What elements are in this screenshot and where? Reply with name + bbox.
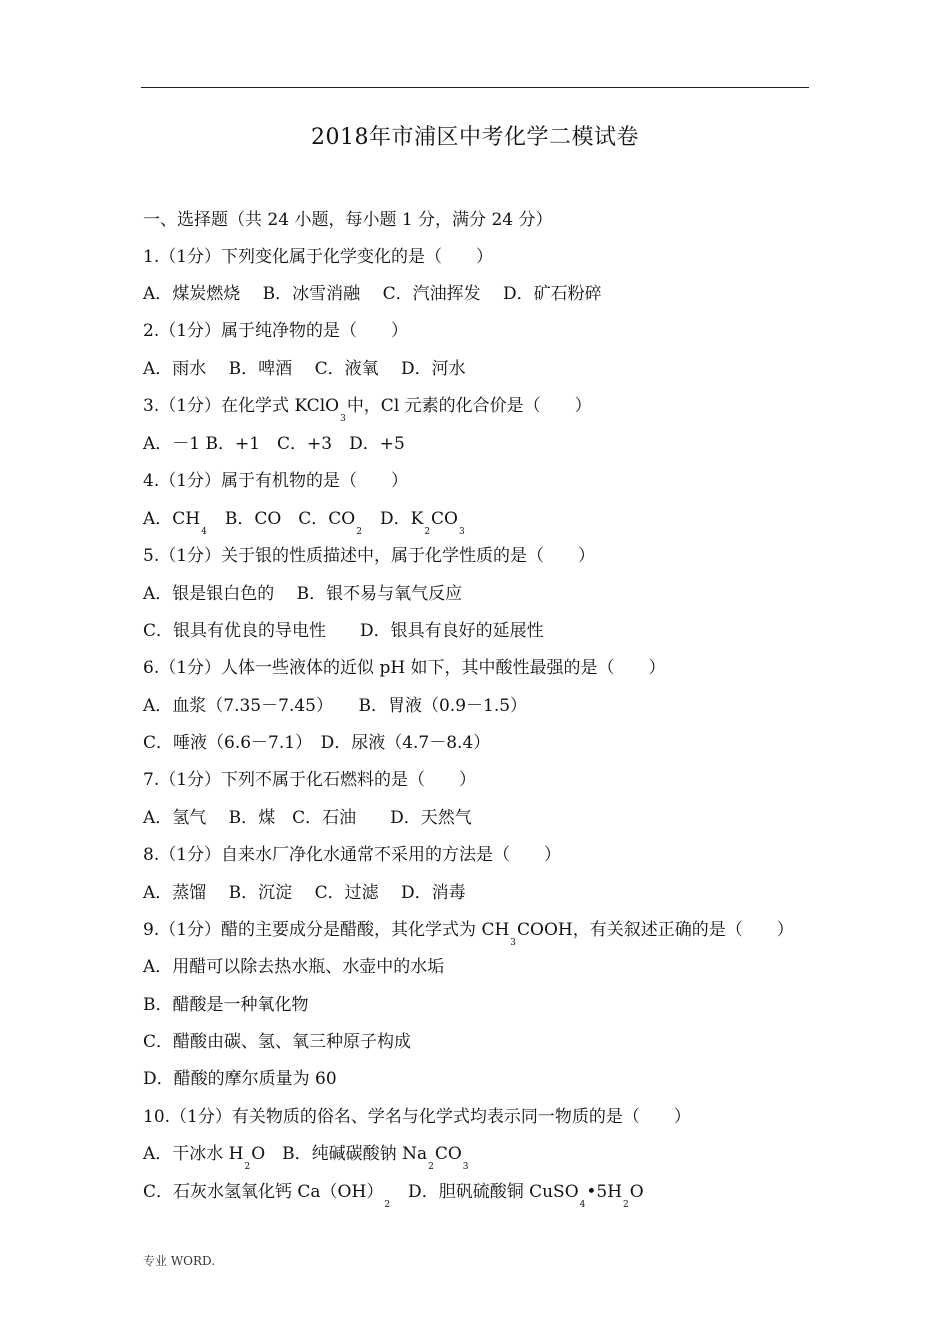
question-5-options-cd: C．银具有优良的导电性 D．银具有良好的延展性	[143, 621, 544, 641]
question-1: 1.（1分）下列变化属于化学变化的是（ ）	[143, 247, 494, 267]
question-10: 10.（1分）有关物质的俗名、学名与化学式均表示同一物质的是（ ）	[143, 1107, 691, 1127]
question-2: 2.（1分）属于纯净物的是（ ）	[143, 321, 409, 341]
question-7-options: A．氢气 B．煤 C．石油 D．天然气	[143, 808, 472, 828]
header-rule	[141, 87, 809, 88]
page-footer: 专业 WORD.	[143, 1254, 216, 1268]
question-7: 7.（1分）下列不属于化石燃料的是（ ）	[143, 770, 477, 790]
question-5-options-ab: A．银是银白色的 B．银不易与氧气反应	[143, 584, 463, 604]
question-3-options: A．－1 B．+1 C．+3 D．+5	[143, 434, 405, 454]
question-9-option-d: D．醋酸的摩尔质量为 60	[143, 1069, 337, 1089]
question-10-options-cd: C．石灰水氢氧化钙 $Ca(OH)_2$ D．胆矾硫酸铜 $CuSO_4•5H_2O$	[143, 1182, 644, 1210]
question-4-options: A．$CH_4$ B．CO C．$CO_2$ D．$K_2CO_3$	[143, 509, 465, 537]
question-5: 5.（1分）关于银的性质描述中，属于化学性质的是（ ）	[143, 546, 596, 566]
document-title: 2018年市浦区中考化学二模试卷	[311, 125, 639, 150]
question-6-options-cd: C．唾液（6.6－7.1） D．尿液（4.7－8.4）	[143, 733, 491, 753]
question-8-options: A．蒸馏 B．沉淀 C．过滤 D．消毒	[143, 883, 466, 903]
section-heading: 一、选择题（共 24 小题，每小题 1 分，满分 24 分）	[143, 210, 553, 230]
question-9: 9.（1分）醋的主要成分是醋酸，其化学式为 $CH_3COOH$，有关叙述正确的是（ ）	[143, 920, 794, 948]
question-1-options: A．煤炭燃烧 B．冰雪消融 C．汽油挥发 D．矿石粉碎	[143, 284, 602, 304]
question-9-option-a: A．用醋可以除去热水瓶、水壶中的水垢	[143, 957, 445, 977]
question-4: 4.（1分）属于有机物的是（ ）	[143, 471, 409, 491]
question-9-option-c: C．醋酸由碳、氢、氧三种原子构成	[143, 1032, 412, 1052]
question-9-option-b: B．醋酸是一种氧化物	[143, 995, 309, 1015]
question-6: 6.（1分）人体一些液体的近似 pH 如下，其中酸性最强的是（ ）	[143, 658, 666, 678]
question-6-options-ab: A．血浆（7.35－7.45） B．胃液（0.9－1.5）	[143, 696, 528, 716]
question-3: 3.（1分）在化学式 KClO$_3$中，Cl 元素的化合价是（ ）	[143, 396, 592, 424]
question-8: 8.（1分）自来水厂净化水通常不采用的方法是（ ）	[143, 845, 562, 865]
question-2-options: A．雨水 B．啤酒 C．液氧 D．河水	[143, 359, 466, 379]
question-10-options-ab: A．干冰水 $H_2O$ B．纯碱碳酸钠 $Na_2CO_3$	[143, 1144, 469, 1172]
